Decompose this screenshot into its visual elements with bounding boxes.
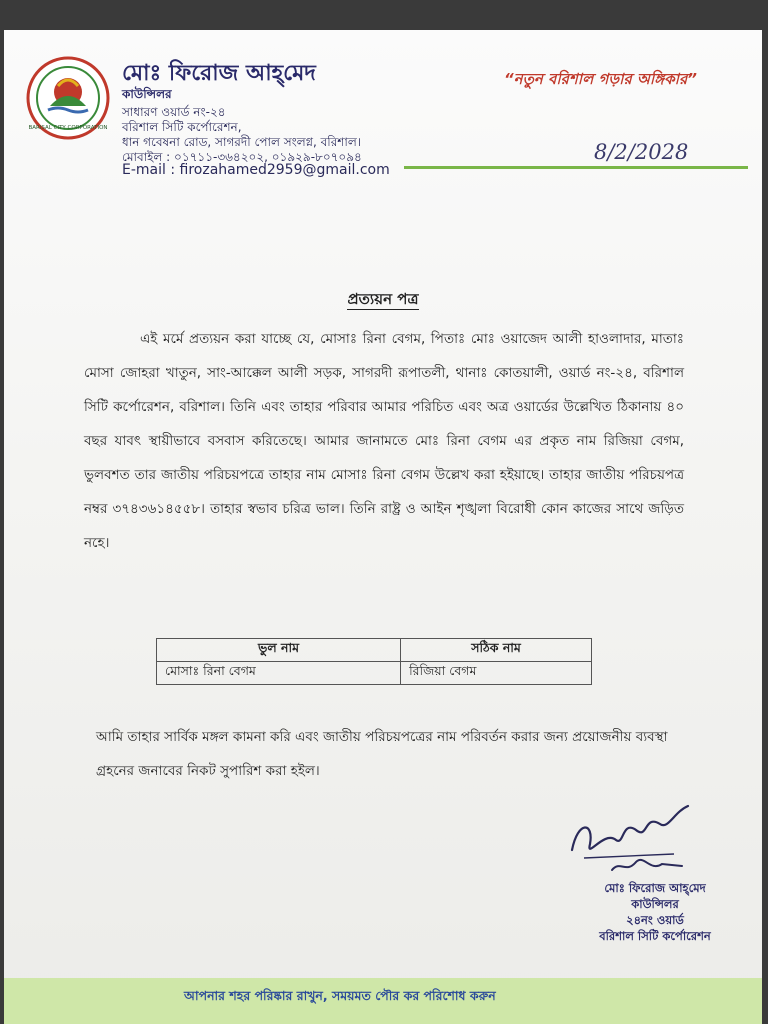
footer-message: আপনার শহর পরিষ্কার রাখুন, সময়মত পৌর কর পরিশোধ করুন [184,988,496,1003]
signature-block [570,880,740,944]
handwritten-date: 8/2/2028 [594,140,689,164]
correct-name-cell: রিজিয়া বেগম [401,662,592,685]
certificate-body: এই মর্মে প্রত্যয়ন করা যাচ্ছে যে, মোসাঃ রিনা বেগম, পিতাঃ মোঃ ওয়াজেদ আলী হাওলাদার, মাতাঃ মোসা জোহরা খাতুন, সাং-আক্কেল আলী সড়ক, সাগরদী রূপাতলী, থানাঃ কোতয়ালী, ওয়ার্ড নং-২৪, বরিশাল সিটি কর্পোরেশন, বরিশাল। তিনি এবং তাহার পরিবার আমার পরিচিত এবং অত্র ওয়ার্ডের উল্লেখিত ঠিকানায় ৪০ বছর যাবৎ স্থায়ীভাবে বসবাস করিতেছে। আমার জানামতে মোঃ রিনা বেগম এর প্রকৃত নাম রিজিয়া বেগম, ভুলবশত তার জাতীয় পরিচয়পত্রে তাহার নাম মোসাঃ রিনা বেগম উল্লেখ করা হইয়াছে। তাহার জাতীয় পরিচয়পত্র নম্বর ৩৭৪৩৬১৪৫৫৮। তাহার স্বভাব চরিত্র ভাল। তিনি রাষ্ট্র ও আইন শৃঙ্খলা বিরোধী কোন কাজের সাথে জড়িত নহে। [84,331,684,551]
document-title [4,288,762,313]
city-corporation-logo-icon [26,56,110,140]
document-title-text: প্রত্যয়ন পত্র [347,290,419,308]
closing-paragraph: আমি তাহার সার্বিক মঙ্গল কামনা করি এবং জাতীয় পরিচয়পত্রের নাম পরিবর্তন করার জন্য প্রয়োজনীয় ব্যবস্থা গ্রহনের জনাবের নিকট সুপারিশ করা হইল। [96,729,668,779]
wrong-name-header: ভুল নাম [157,639,401,662]
name-correction-table [156,638,592,685]
mobile-numbers: মোবাইল : ০১৭১১-৩৬৪২০২, ০১৯২৯-৮০৭০৯৪ [122,150,362,164]
logo-text: BARISAL CITY CORPORATION [28,125,108,131]
table-header-row [157,639,592,662]
office-address: ধান গবেষনা রোড, সাগরদী পোল সংলগ্ন, বরিশাল। [122,135,362,149]
councillor-title: কাউন্সিলর [122,87,172,101]
letter-page [4,30,762,1024]
header-divider [404,166,748,169]
correct-name-header: সঠিক নাম [401,639,592,662]
signer-corporation: বরিশাল সিটি কর্পোরেশন [599,929,711,943]
corporation-name: বরিশাল সিটি কর্পোরেশন, [122,120,242,134]
councillor-name: মোঃ ফিরোজ আহ্‌মেদ [122,61,316,86]
email-address: E-mail : firozahamed2959@gmail.com [122,162,390,178]
signer-ward: ২৪নং ওয়ার্ড [626,913,684,927]
signer-name: মোঃ ফিরোজ আহ্‌মেদ [604,881,706,895]
wrong-name-cell: মোসাঃ রিনা বেগম [157,662,401,685]
signer-title: কাউন্সিলর [631,897,679,911]
table-row [157,662,592,685]
handwritten-signature-icon [564,800,704,880]
slogan-text: “নতুন বরিশাল গড়ার অঙ্গিকার” [504,70,697,88]
ward-number: সাধারণ ওয়ার্ড নং-২৪ [122,105,226,119]
